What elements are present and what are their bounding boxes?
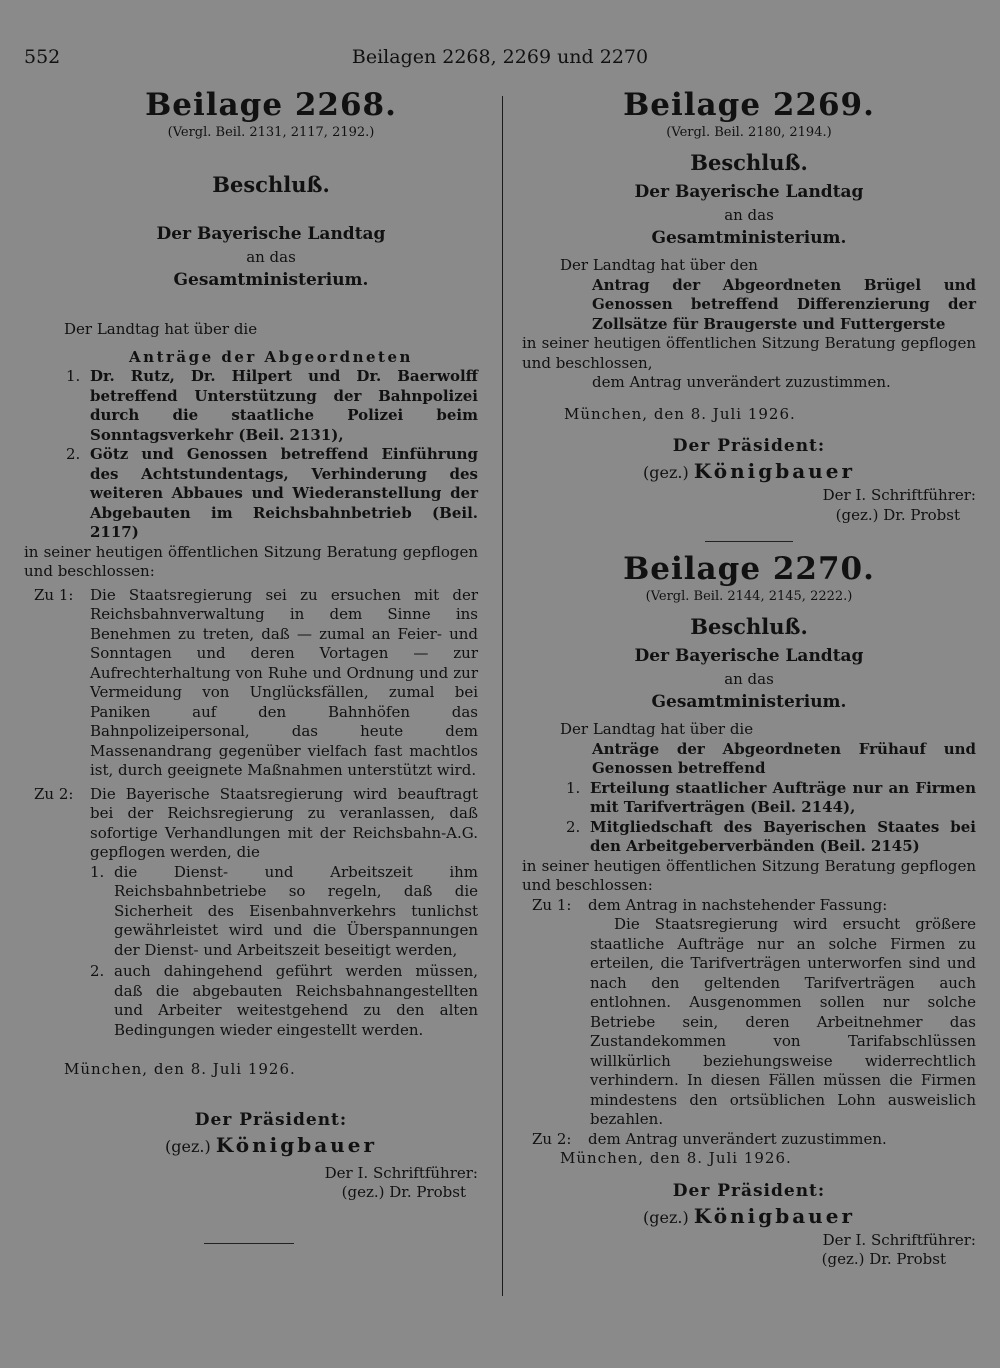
beschluss-heading: Beschluß. [212, 172, 330, 197]
an-das: an das [724, 206, 774, 224]
landtag-heading: Der Bayerische Landtag [634, 182, 864, 202]
column-divider [502, 96, 503, 1296]
praesident-label: Der Präsident: [194, 1109, 348, 1130]
praesident-label: Der Präsident: [672, 1180, 826, 1201]
list-item [566, 779, 976, 818]
zu-text: Die Staatsregierung sei zu ersuchen mit der Reichsbahnverwaltung in dem Sinne ins Benehmen zu treten, daß — zumal an Feier- und Sonntagen und deren Vortagen — zur Aufrechterhaltung von Ruhe und Ordnung und zur Vermeidung von Unglücksfällen, zumal bei Paniken auf den Bahnhöfen das Bahnpolizeipersonal, das heute dem Massenandrang gegenüber vielfach fast machtlos ist, durch geeignete Maßnahmen unterstützt wird. [90, 585, 478, 779]
section-rule [705, 541, 793, 542]
end-rule [204, 1243, 294, 1244]
zu-2 [24, 785, 478, 1041]
section-beilage-2269 [522, 86, 976, 1270]
schriftfuehrer-label: Der I. Schriftführer: [324, 1163, 478, 1182]
zu-1-quote: Die Staatsregierung wird ersucht größere staatliche Aufträge nur an solche Firmen zu erteilen, die Tarifverträgen unterworfen sind und nach den geltenden Tarifverträgen auch entlohnen. Ausgenommen sollen nur solche Betriebe sein, deren Arbeitnehmer das Zustandekommen von Tarifabschlüssen willkürlich beziehungsweise widerrechtlich verhindern. In diesen Fällen müssen die Firmen mindestens den ortsüblichen Lohn ausweislich bezahlen. [590, 915, 976, 1128]
section-beilage-2270 [522, 550, 976, 1270]
item-text: Erteilung staatlicher Aufträge nur an Firmen mit Tarifverträgen (Beil. 2144), [590, 778, 976, 816]
zu-label: Zu 2: [34, 784, 74, 803]
vergl-reference: (Vergl. Beil. 2131, 2117, 2192.) [167, 125, 375, 140]
item-number: 2. [90, 962, 105, 980]
item-text: auch dahingehend geführt werden müssen, daß die abgebauten Reichsbahnangestellten und Arbeiter weitestgehend zu den alten Bedingungen wieder eingestellt werden. [114, 962, 478, 1039]
section-beilage-2268 [24, 86, 478, 1244]
item-text: Dr. Rutz, Dr. Hilpert und Dr. Baerwolff betreffend Unterstützung der Bahnpolizei durch die staatliche Polizei beim Sonntagsverkehr (Beil. 2131), [90, 367, 478, 444]
item-text: Götz und Genossen betreffend Einführung des Achtstundentags, Verhinderung des weiteren Abbaues und Wiederanstellung der Abgebauten im Reichsbahnbetrieb (Beil. 2117) [90, 445, 478, 541]
beschluss-heading: Beschluß. [690, 150, 808, 175]
list-item [66, 445, 478, 543]
praesident-name: Königbauer [693, 1203, 855, 1228]
an-das: an das [246, 248, 296, 266]
beilage-title: Beilage 2268. [145, 87, 397, 123]
item-number: 1. [566, 778, 581, 797]
zu-2 [522, 1130, 976, 1150]
schriftfuehrer-label: Der I. Schriftführer: [822, 1230, 976, 1249]
landtag-heading: Der Bayerische Landtag [634, 646, 864, 666]
date-line: München, den 8. Juli 1926. [560, 1149, 792, 1167]
gez-label: (gez.) [165, 1136, 211, 1156]
antraege-list [522, 779, 976, 857]
schriftfuehrer-signature: (gez.) Dr. Probst [835, 505, 960, 524]
zu-text: dem Antrag in nachstehender Fassung: [588, 895, 888, 914]
intro-text: Der Landtag hat über die [560, 720, 754, 738]
list-item [566, 818, 976, 857]
antraege-heading: Anträge der Abgeordneten [129, 347, 413, 366]
schriftfuehrer-label: Der I. Schriftführer: [822, 486, 976, 504]
date-line: München, den 8. Juli 1926. [64, 1060, 296, 1078]
schriftfuehrer-signature: (gez.) Dr. Probst [821, 1250, 946, 1268]
addressee: Gesamtministerium. [651, 692, 847, 712]
an-das: an das [724, 670, 774, 688]
gez-label: (gez.) [643, 1207, 689, 1227]
item-text: die Dienst- und Arbeitszeit ihm Reichsbahnbetriebe so regeln, daß die Sicherheit des Eisenbahnverkehrs tunlichst gewährleistet wird und die Überspannungen der Dienst- und Arbeitszeit beseitigt werden, [114, 862, 478, 959]
beratung-text: in seiner heutigen öffentlichen Sitzung Beratung gepflogen und beschlossen: [24, 542, 478, 580]
item-number: 2. [66, 445, 81, 463]
zustimmen-text: dem Antrag unverändert zuzustimmen. [592, 373, 891, 391]
praesident-signature [522, 1203, 976, 1231]
zu-label: Zu 1: [532, 895, 572, 914]
list-item [90, 962, 478, 1040]
item-number: 2. [566, 817, 581, 836]
list-item [66, 367, 478, 445]
intro-text: Der Landtag hat über den [560, 256, 758, 274]
antraege-list [24, 367, 478, 543]
beschluss-heading: Beschluß. [690, 614, 808, 639]
praesident-label: Der Präsident: [672, 436, 826, 456]
list-item [90, 863, 478, 961]
praesident-signature [24, 1132, 478, 1160]
zu-1 [24, 586, 478, 781]
date-line: München, den 8. Juli 1926. [564, 404, 796, 423]
zu-1 [522, 896, 976, 916]
zu-text: dem Antrag unverändert zuzustimmen. [588, 1129, 887, 1148]
item-number: 1. [66, 367, 81, 385]
page-number: 552 [24, 46, 61, 68]
vergl-reference: (Vergl. Beil. 2180, 2194.) [666, 125, 832, 140]
beilage-title: Beilage 2270. [623, 551, 875, 587]
beratung-text: in seiner heutigen öffentlichen Sitzung Beratung gepflogen und beschlossen: [522, 856, 976, 894]
praesident-signature [522, 458, 976, 486]
addressee: Gesamtministerium. [173, 270, 369, 290]
beratung-text: in seiner heutigen öffentlichen Sitzung Beratung gepflogen und beschlossen, [522, 334, 976, 372]
zu-label: Zu 1: [34, 585, 74, 604]
running-title: Beilagen 2268, 2269 und 2270 [351, 46, 649, 68]
antraege-heading: Anträge der Abgeordneten Frühauf und Genossen betreffend [592, 739, 976, 777]
zu-label: Zu 2: [532, 1129, 572, 1148]
beilage-title: Beilage 2269. [623, 87, 875, 123]
praesident-name: Königbauer [215, 1132, 377, 1157]
antrag-text: Antrag der Abgeordneten Brügel und Genossen betreffend Differenzierung der Zollsätze für Braugerste und Futtergerste [592, 275, 976, 333]
schriftfuehrer-signature: (gez.) Dr. Probst [341, 1183, 466, 1201]
vergl-reference: (Vergl. Beil. 2144, 2145, 2222.) [645, 589, 853, 604]
item-text: Mitgliedschaft des Bayerischen Staates bei den Arbeitgeberverbänden (Beil. 2145) [590, 817, 976, 855]
praesident-name: Königbauer [693, 459, 855, 483]
zu-text: Die Bayerische Staatsregierung wird beauftragt bei der Reichsregierung zu veranlassen, daß sofortige Verhandlungen mit der Reichsbahn-A.G. gepflogen werden, die [90, 784, 478, 861]
item-number: 1. [90, 862, 105, 881]
gez-label: (gez.) [643, 463, 689, 482]
intro-text: Der Landtag hat über die [64, 320, 258, 338]
addressee: Gesamtministerium. [651, 228, 847, 248]
landtag-heading: Der Bayerische Landtag [156, 224, 386, 244]
